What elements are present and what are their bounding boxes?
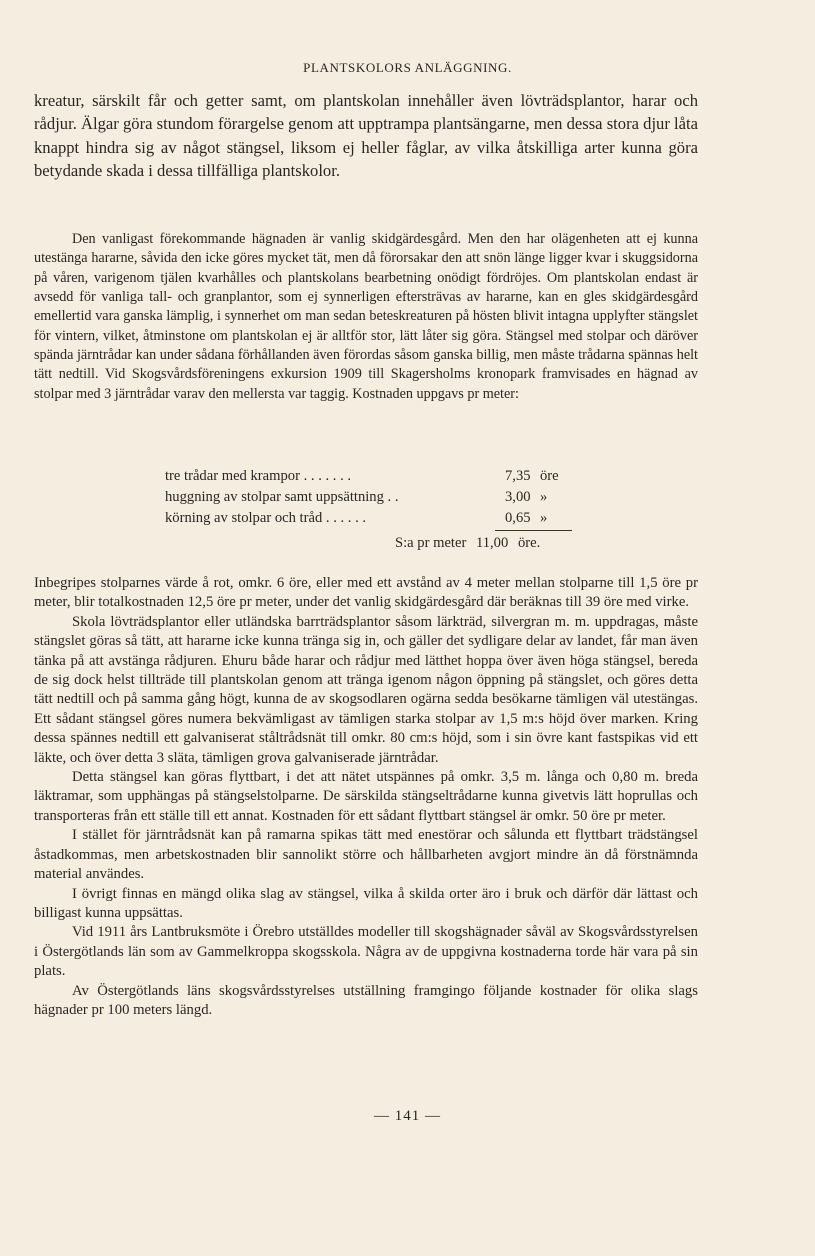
sum-unit: öre. xyxy=(517,535,541,551)
paragraph: Av Östergötlands läns skogsvårdsstyrelses utställning framgingo följande kostnader för olika slags hägnader pr 100 meters längd. xyxy=(34,982,698,1018)
paragraph: Den vanligast förekommande hägnaden är vanlig skidgärdesgård. Men den har olägenheten att ej kunna utestänga hararne, såvida den icke göres mycket tät, men då förorsakar den att snön länge ligger kvar i skuggsidorna på våren, varigenom tjälen kvarhålles och plantskolans bearbetning onödigt fördröjes. Om plantskolan endast är avsedd för vanliga tall- och granplantor, som ej synnerligen eftersträvas av hararne, kan en gles skidgärdesgård emellertid vara ganska lämplig, i synnerhet om man sedan beteskreaturen på hösten blivit intagna upplyfter stängslet för vintern, vilket, åtminstone om plantskolan ej är alltför stor, lätt låter sig göra. Stängsel med stolpar och däröver spända järntrådar kan under sådana förhållanden även förordas såsom ganska billig, men måste trådarna spännas helt tätt nedtill. Vid Skogsvårdsföreningens exkursion 1909 till Skagersholms kronopark framvisades en hägnad av stolpar med 3 järntrådar varav den mellersta var taggig. Kostnaden uppgavs pr meter: xyxy=(34,231,698,402)
paragraph: Skola lövträdsplantor eller utländska barrträdsplantor såsom lärkträd, silvergran m. m. uppdragas, måste stängslet göras så tätt, att hararne icke kunna tränga sig in, och gäller det sydligare delar av landet, får man även tänka på att avstänga rådjuren. Ehuru både harar och rådjur med lätthet hoppa över även höga stängsel, bereda de sig dock helst tillträde till plantskolan genom att tränga igenom någon öppning på stängslet, och göres detta tätt nedtill och på samma gång högt, kunna de av skogsodlaren ogärna sedda besökarne tämligen väl utestängas. Ett sådant stängsel göres numera bekvämligast av tämligen starka stolpar av 1,5 m:s höjd över marken. Kring dessa spännes nedtill ett galvaniserat ståltrådsnät till omkr. 80 cm:s höjd, som i sin övre kant fastspikas vid ett läkte, och över detta 3 släta, tämligen grova galvaniserade järntrådar. xyxy=(34,613,698,766)
cost-row xyxy=(165,508,575,529)
sum-rule xyxy=(495,530,572,531)
cost-unit: » xyxy=(540,489,548,505)
cost-value: 3,00 xyxy=(505,489,531,505)
running-header: PLANTSKOLORS ANLÄGGNING. xyxy=(303,60,512,75)
paragraph-continued xyxy=(34,89,698,183)
paragraph: I övrigt finnas en mängd olika slag av stängsel, vilka å skilda orter äro i bruk och därför där lättast och billigast kunna uppsättas. xyxy=(34,885,698,921)
paragraph-fencing-intro xyxy=(34,230,698,404)
cost-unit: öre xyxy=(540,468,559,484)
cost-sum xyxy=(395,533,546,554)
paragraph: I stället för järntrådsnät kan på ramarna spikas tätt med enestörar och sålunda ett flyttbart trädstängsel åstadkommas, men arbetskostnaden blir sannolikt större och hållbarheten avgjort mindre än då förstnämnda material användes. xyxy=(34,827,698,883)
sum-label: S:a pr meter xyxy=(395,535,467,551)
cost-value: 7,35 xyxy=(505,468,531,484)
paragraph: kreatur, särskilt får och getter samt, om plantskolan innehåller även lövträdsplantor, harar och rådjur. Älgar göra stundom förargelse genom att upptrampa plantsängarne, men dessa stora djur låta knappt hindra sig av något stängsel, liksom ej heller fåglar, av vilka åtskilliga arter kunna göra betydande skada i dessa tillfälliga plantskolor. xyxy=(34,91,698,181)
page-number: — 141 — xyxy=(374,1108,441,1124)
cost-row xyxy=(165,487,575,508)
sum-value: 11,00 xyxy=(475,535,509,551)
body-text xyxy=(34,574,698,1020)
cost-value: 0,65 xyxy=(505,510,531,526)
paragraph: Vid 1911 års Lantbruksmöte i Örebro utställdes modeller till skogshägnader såväl av Skogsvårdsstyrelsen i Östergötlands län som av Gammelkroppa skogsskola. Några av de uppgivna kostnaderna torde här vara på sin plats. xyxy=(34,924,698,980)
paragraph: Detta stängsel kan göras flyttbart, i det att nätet utspännes på omkr. 3,5 m. långa och 0,80 m. breda läktramar, som upphängas på stängselstolparne. De särskilda stängseltrådarne kunna givetvis lätt hoprullas och transporteras från ett ställe till ett annat. Kostnaden för ett sådant flyttbart stängsel är omkr. 50 öre pr meter. xyxy=(34,769,698,824)
cost-unit: » xyxy=(540,510,548,526)
cost-label: huggning av stolpar samt uppsättning . . xyxy=(165,489,399,505)
cost-label: körning av stolpar och tråd . . . . . . xyxy=(165,510,367,526)
cost-label: tre trådar med krampor . . . . . . . xyxy=(165,468,352,484)
cost-table xyxy=(165,466,575,551)
paragraph: Inbegripes stolparnes värde å rot, omkr. 6 öre, eller med ett avstånd av 4 meter mellan stolparne till 1,5 öre pr meter, blir totalkostnaden 12,5 öre pr meter, under det vanlig skidgärdesgård där beräknas till 39 öre med virke. xyxy=(34,575,698,611)
cost-row xyxy=(165,466,575,487)
